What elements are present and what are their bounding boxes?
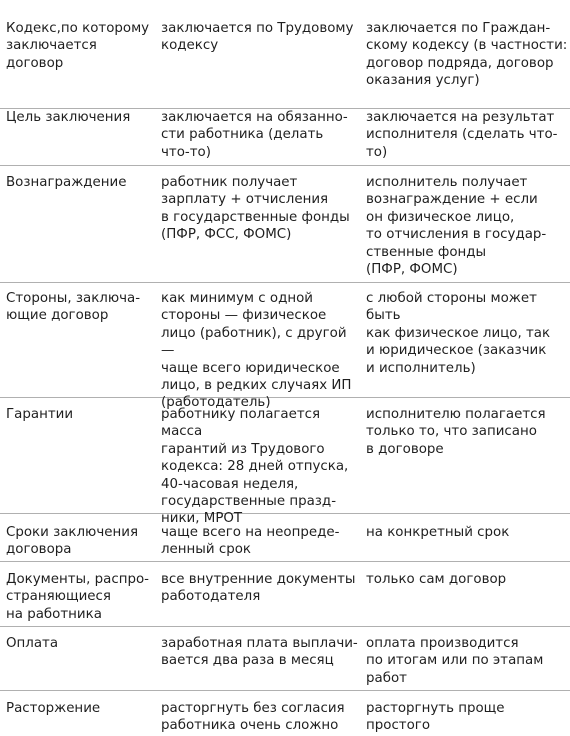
civil-contract-cell: оплата производится по итогам или по этапам работ [366, 636, 544, 686]
labor-contract-cell: как минимум с одной стороны — физическое лицо (работник), с другой — чаще всего юридическое лицо, в редких случаях ИП (работодатель) [161, 291, 352, 411]
civil-contract-cell: расторгнуть проще простого [366, 701, 505, 734]
feature-cell: Оплата [6, 636, 59, 651]
table-row [0, 571, 570, 627]
table-row [0, 109, 570, 166]
civil-contract-cell: с любой стороны может быть как физическое лицо, так и юридическое (заказчик и исполнитель) [366, 291, 551, 376]
civil-contract-cell: исполнителю полагается только то, что записано в договоре [366, 407, 546, 457]
labor-contract-cell: заключается на обязанно- сти работника (делать что-то) [161, 110, 348, 160]
civil-contract-cell: исполнитель получает вознаграждение + если он физическое лицо, то отчисления в государ- ственные фонды (ПФР, ФОМС) [366, 175, 547, 278]
labor-contract-cell: работнику полагается масса гарантий из Трудового кодекса: 28 дней отпуска, 40-часовая неделя, государственные празд- ники, МРОТ [161, 407, 349, 527]
table-row [0, 700, 570, 736]
feature-cell: Документы, распро- страняющиеся на работника [6, 572, 149, 622]
labor-contract-cell: все внутренние документы работодателя [161, 572, 356, 605]
table-row [0, 524, 570, 562]
feature-cell: Стороны, заключа- ющие договор [6, 291, 141, 324]
table-row [0, 174, 570, 283]
feature-cell: Вознаграждение [6, 175, 127, 190]
civil-contract-cell: заключается на результат исполнителя (сделать что-то) [366, 110, 558, 160]
civil-contract-cell: на конкретный срок [366, 525, 510, 540]
feature-cell: Гарантии [6, 407, 74, 422]
labor-contract-cell: работник получает зарплату + отчисления в государственные фонды (ПФР, ФСС, ФОМС) [161, 175, 350, 243]
labor-contract-cell: заключается по Трудовому кодексу [161, 21, 354, 54]
civil-contract-cell: только сам договор [366, 572, 507, 587]
feature-cell: Цель заключения [6, 110, 131, 125]
civil-contract-cell: заключается по Граждан- скому кодексу (в частности: договор подряда, договор оказания услуг) [366, 21, 568, 89]
table-row [0, 20, 570, 109]
feature-cell: Кодекс,по которому заключается договор [6, 21, 150, 71]
labor-contract-cell: расторгнуть без согласия работника очень сложно [161, 701, 345, 734]
labor-contract-cell: чаще всего на неопреде- ленный срок [161, 525, 340, 558]
table-row [0, 406, 570, 527]
feature-cell: Сроки заключения договора [6, 525, 138, 558]
table-row [0, 635, 570, 691]
labor-contract-cell: заработная плата выплачи- вается два раза в месяц [161, 636, 358, 669]
feature-cell: Расторжение [6, 701, 101, 716]
table-row [0, 290, 570, 411]
